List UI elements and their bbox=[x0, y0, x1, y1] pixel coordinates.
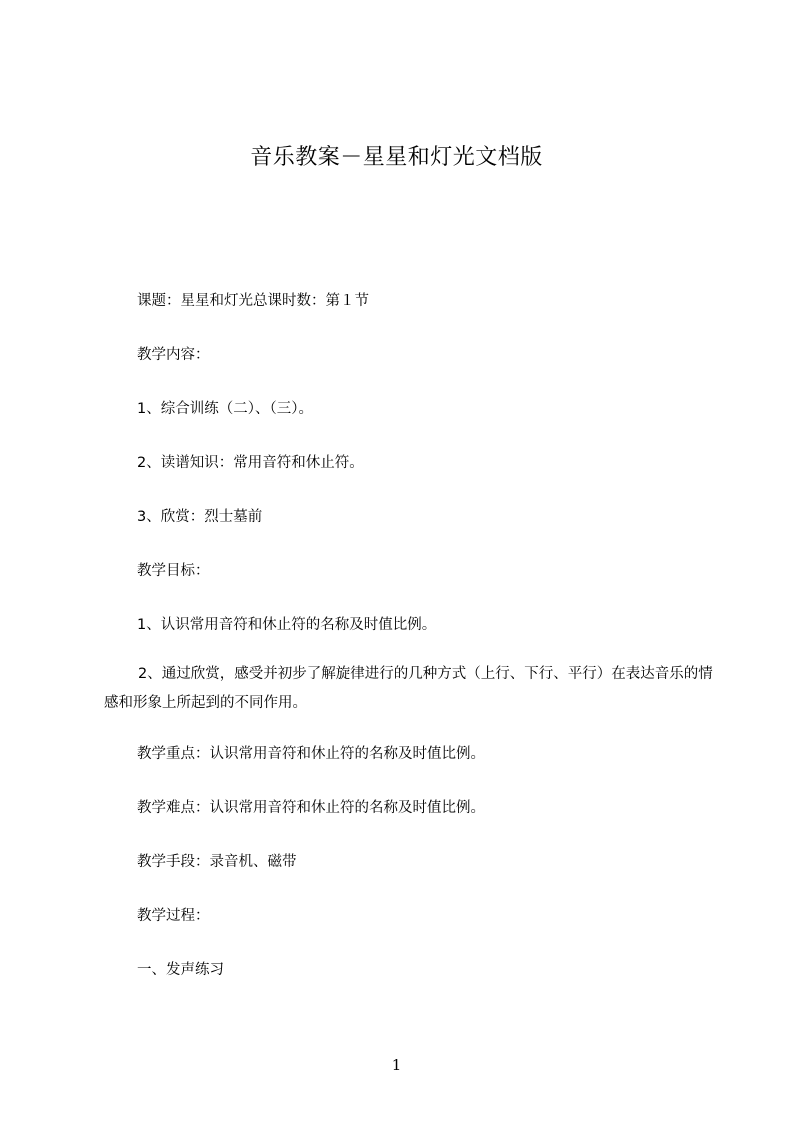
paragraph-content-item-3: 3、欣赏：烈士墓前 bbox=[137, 509, 263, 525]
paragraph-goal-1: 1、认识常用音符和休止符的名称及时值比例。 bbox=[137, 617, 437, 633]
paragraph-topic: 课题：星星和灯光总课时数：第１节 bbox=[137, 293, 369, 309]
paragraph-process-heading: 教学过程： bbox=[137, 908, 210, 924]
document-title: 音乐教案－星星和灯光文档版 bbox=[250, 145, 543, 170]
paragraph-content-item-2: 2、读谱知识：常用音符和休止符。 bbox=[137, 455, 364, 471]
paragraph-goal-2: 2、通过欣赏，感受并初步了解旋律进行的几种方式（上行、下行、平行）在表达音乐的情感和形象上所起到的不同作用。 bbox=[104, 666, 713, 711]
paragraph-teaching-tools: 教学手段：录音机、磁带 bbox=[137, 854, 297, 870]
paragraph-section-1: 一、发声练习 bbox=[137, 962, 224, 978]
paragraph-key-point: 教学重点：认识常用音符和休止符的名称及时值比例。 bbox=[137, 746, 485, 762]
paragraph-content-heading: 教学内容： bbox=[137, 347, 210, 363]
paragraph-goals-heading: 教学目标： bbox=[137, 563, 210, 579]
page-number: 1 bbox=[391, 1056, 402, 1074]
paragraph-difficulty: 教学难点：认识常用音符和休止符的名称及时值比例。 bbox=[137, 800, 485, 816]
paragraph-content-item-1: 1、综合训练（二）、（三）。 bbox=[137, 401, 313, 417]
